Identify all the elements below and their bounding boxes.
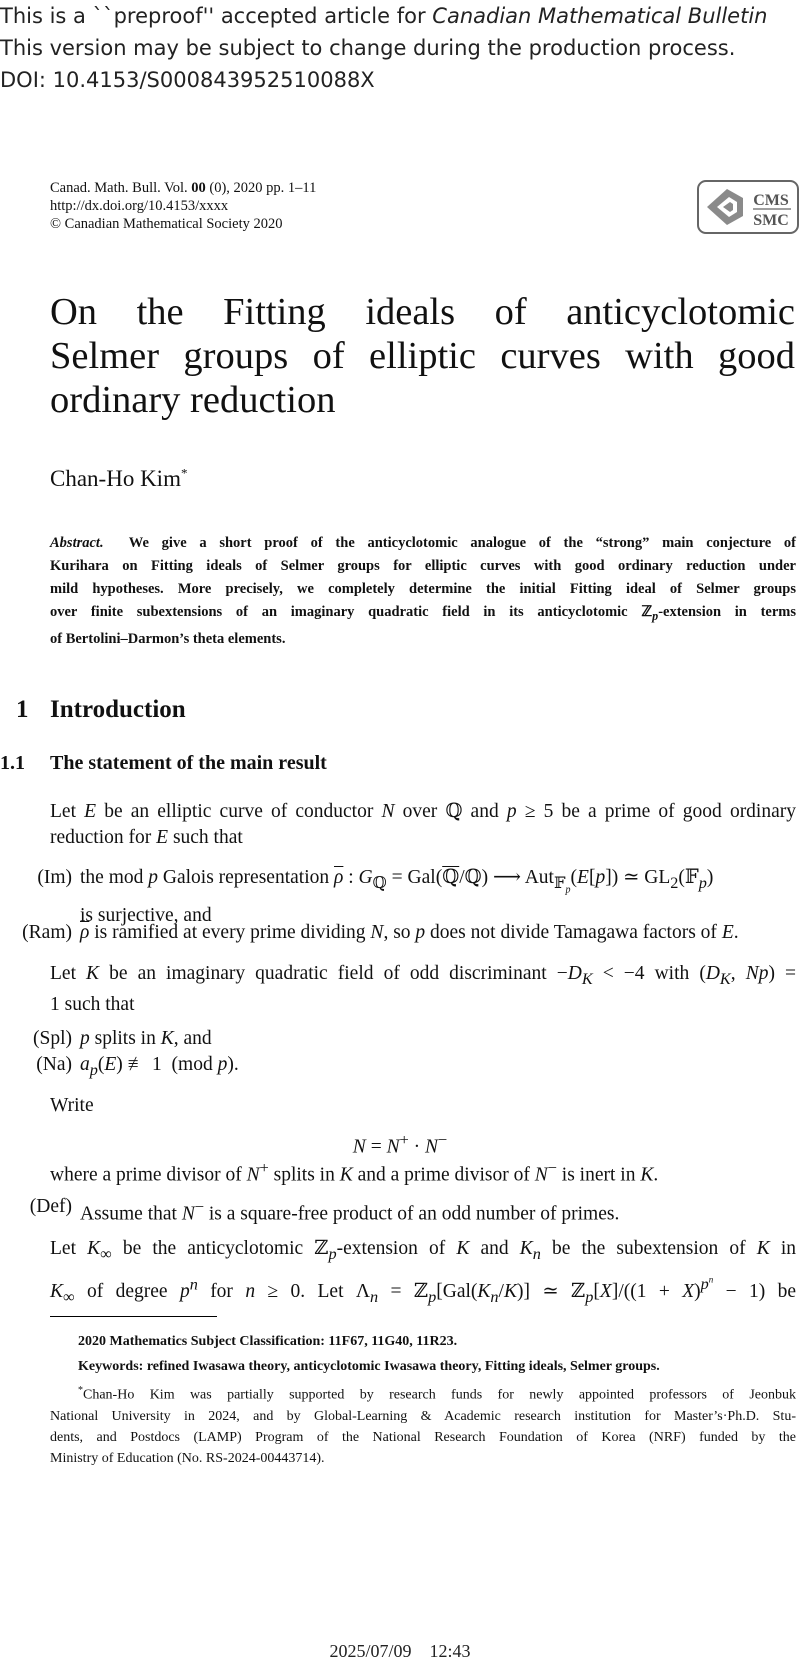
author-name: Chan-Ho Kim (50, 466, 181, 491)
author-footnote-mark: * (180, 465, 188, 481)
citation-line: Canad. Math. Bull. Vol. 00 (0), 2020 pp. 1–11 (50, 180, 317, 196)
citation-url: http://dx.doi.org/10.4153/xxxx (50, 198, 229, 214)
banner-line-2: This version may be subject to change during the production process. (0, 36, 736, 60)
paragraph-anticyclotomic: Let $K_\infty$ be the anticyclotomic ℤ$_p$-extension of K and $K_n$ be the subextension of K in $K_\infty$ of degree $p^n$ for n ≥ 0. Let $\Lambda_n$ = $ℤ_p[Gal(K_n/K)]$ ≃ ℤ$_p$[X]/((1 + X)$^{p^n}$ − 1) be (50, 1238, 797, 1306)
footnote-funding: *Chan-Ho Kim was partially supported by research funds for newly appointed professors of Jeonbuk National University in 2024, and by Global-Learning & Academic research institution for Master’s·Ph.D. Stu- dents, and Postdocs (LAMP) Program of the National Research Foundation of Korea (NRF) funded by the Ministry of Education (No. RS-2024-00443714). (50, 1385, 796, 1466)
paragraph-prime-divisors: where a prime divisor of N+ splits in K and a prime divisor of N− is inert in K. (50, 1159, 659, 1186)
write-label: Write (50, 1095, 94, 1116)
paragraph-imaginary-quadratic: Let K be an imaginary quadratic field of odd discriminant $-D_K < -4$ with ($D_K$, Np) = 1 such that (50, 963, 797, 1015)
abstract: Abstract. We give a short proof of the anticyclotomic analogue of the “strong” main conjecture of Kurihara on Fitting ideals of Selmer groups for elliptic curves with good ordinary reduction under mild hypotheses. More precisely, we completely determine the initial Fitting ideal of Selmer groups over finite subextensions of an imaginary quadratic field in its anticyclotomic ℤ$_p$-extension in terms of Bertolini–Darmon’s theta elements. (50, 535, 796, 647)
cms-smc-logo (697, 180, 799, 234)
abstract-label: Abstract. (50, 535, 104, 551)
banner-line-1: This is a ``preproof'' accepted article for Canadian Mathematical Bulletin (0, 4, 768, 28)
journal-citation (50, 179, 316, 233)
logo-smc-text: SMC (753, 212, 789, 229)
stamp-time: 12:43 (429, 1641, 471, 1661)
date-stamp (0, 1641, 800, 1661)
paragraph-elliptic-curve: Let E be an elliptic curve of conductor N over ℚ and p ≥ 5 be a prime of good ordinary reduction for E such that (50, 801, 797, 848)
footnote-rule (50, 1316, 217, 1317)
preproof-banner (0, 0, 800, 96)
stamp-date: 2025/07/09 (329, 1641, 412, 1661)
journal-name: Canadian Mathematical Bulletin (432, 4, 768, 28)
copyright-line: © Canadian Mathematical Society 2020 (50, 216, 283, 232)
title-line-1: On the Fitting ideals of anticyclotomic (50, 291, 795, 333)
title-line-2: Selmer groups of elliptic curves with good (50, 335, 795, 377)
footnote-keywords: Keywords: refined Iwasawa theory, anticyclotomic Iwasawa theory, Fitting ideals, Selmer groups. (78, 1359, 660, 1374)
author (50, 464, 187, 494)
subsection-heading: 1.1 The statement of the main result (0, 752, 327, 774)
footnote-msc: 2020 Mathematics Subject Classification: 11F67, 11G40, 11R23. (78, 1334, 458, 1349)
display-equation-n: N = N+ · N− (352, 1131, 448, 1158)
title-line-3: ordinary reduction (50, 379, 336, 421)
section-heading-introduction: 1 Introduction (16, 696, 186, 723)
banner-doi: DOI: 10.4153/S000843952510088X (0, 68, 375, 92)
article-title (50, 290, 795, 422)
logo-cms-text: CMS (753, 192, 789, 209)
